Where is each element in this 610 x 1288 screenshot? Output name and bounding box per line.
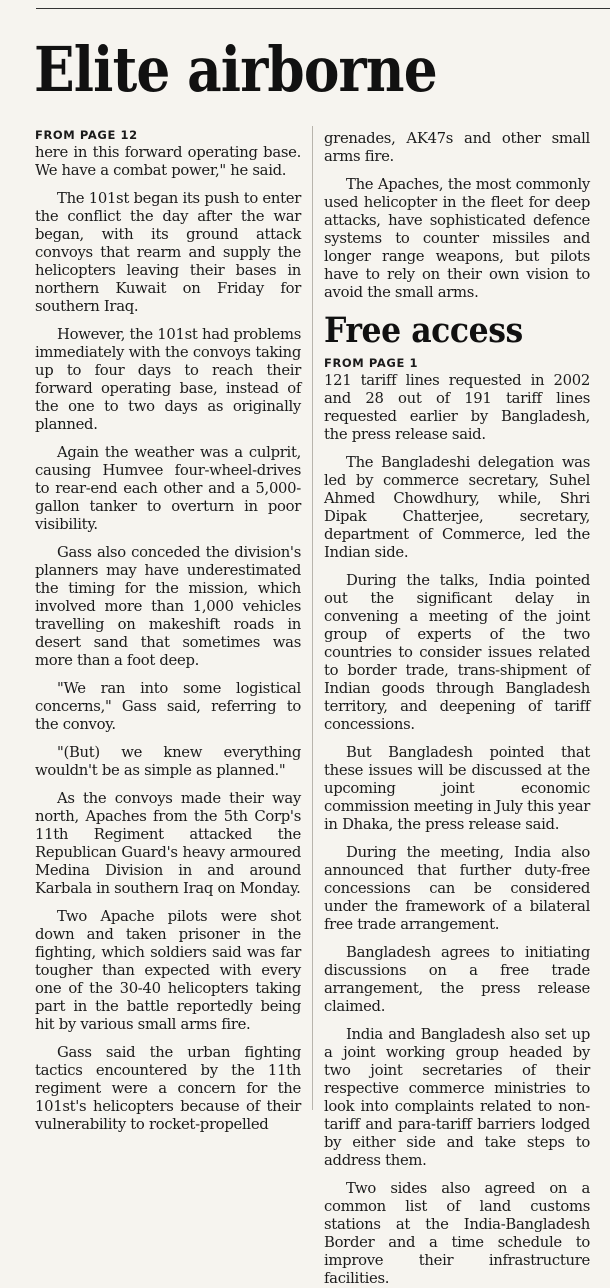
article-paragraph: grenades, AK47s and other small arms fire. xyxy=(324,130,590,165)
article-headline-elite-airborne: Elite airborne xyxy=(34,33,437,106)
article-paragraph: The 101st began its push to enter the conflict the day after the war began, with its ground attack convoys that rearm and supply the helicopters leaving their bases in northern Kuwait on Friday for southern Iraq. xyxy=(35,190,301,315)
article-paragraph: here in this forward operating base. We have a combat power," he said. xyxy=(35,144,301,179)
article-paragraph: Again the weather was a culprit, causing Humvee four-wheel-drives to rear-end each other and a 5,000-gallon tanker to overturn in poor visibility. xyxy=(35,444,301,533)
left-column xyxy=(35,128,301,1133)
article-paragraph: "(But) we knew everything wouldn't be as simple as planned." xyxy=(35,744,301,779)
article-paragraph: Two Apache pilots were shot down and taken prisoner in the fighting, which soldiers said was far tougher than expected with every one of the 30-40 helicopters taking part in the battle reportedly being hit by various small arms fire. xyxy=(35,908,301,1033)
top-rule xyxy=(36,8,610,9)
column-divider xyxy=(312,126,313,1110)
article-paragraph: Bangladesh agrees to initiating discussions on a free trade arrangement, the press release claimed. xyxy=(324,944,590,1015)
article-paragraph: As the convoys made their way north, Apaches from the 5th Corp's 11th Regiment attacked the Republican Guard's heavy armoured Medina Division in and around Karbala in southern Iraq on Monday. xyxy=(35,790,301,897)
article-paragraph: But Bangladesh pointed that these issues will be discussed at the upcoming joint economic commission meeting in July this year in Dhaka, the press release said. xyxy=(324,744,590,833)
article-paragraph: India and Bangladesh also set up a joint working group headed by two joint secretaries of their respective commerce ministries to look into complaints related to non-tariff and para-tariff barriers lodged by either side and take steps to address them. xyxy=(324,1026,590,1169)
article-paragraph: "We ran into some logistical concerns," Gass said, referring to the convoy. xyxy=(35,680,301,733)
article-headline-free-access: Free access xyxy=(324,310,523,351)
article-paragraph: Gass also conceded the division's planners may have underestimated the timing for the mission, which involved more than 1,000 vehicles travelling on makeshift roads in desert sand that sometimes was more than a foot deep. xyxy=(35,544,301,669)
article-paragraph: 121 tariff lines requested in 2002 and 28 out of 191 tariff lines requested earlier by Bangladesh, the press release said. xyxy=(324,372,590,443)
jump-label-from-page-12: FROM PAGE 12 xyxy=(35,128,138,142)
article-paragraph: During the meeting, India also announced that further duty-free concessions can be considered under the framework of a bilateral free trade arrangement. xyxy=(324,844,590,933)
article-paragraph: Two sides also agreed on a common list of land customs stations at the India-Bangladesh Border and a time schedule to improve their infrastructure facilities. xyxy=(324,1180,590,1287)
right-column xyxy=(324,130,590,1287)
article-paragraph: However, the 101st had problems immediately with the convoys taking up to four days to reach their forward operating base, instead of the one to two days as originally planned. xyxy=(35,326,301,433)
article-paragraph: During the talks, India pointed out the significant delay in convening a meeting of the joint group of experts of the two countries to consider issues related to border trade, trans-shipment of Indian goods through Bangladesh territory, and deepening of tariff concessions. xyxy=(324,572,590,733)
article-paragraph: Gass said the urban fighting tactics encountered by the 11th regiment were a concern for the 101st's helicopters because of their vulnerability to rocket-propelled xyxy=(35,1044,301,1133)
article-paragraph: The Apaches, the most commonly used helicopter in the fleet for deep attacks, have sophisticated defence systems to counter missiles and longer range weapons, but pilots have to rely on their own vision to avoid the small arms. xyxy=(324,176,590,301)
article-paragraph: The Bangladeshi delegation was led by commerce secretary, Suhel Ahmed Chowdhury, while, Shri Dipak Chatterjee, secretary, department of Commerce, led the Indian side. xyxy=(324,454,590,561)
jump-label-from-page-1: FROM PAGE 1 xyxy=(324,356,419,370)
